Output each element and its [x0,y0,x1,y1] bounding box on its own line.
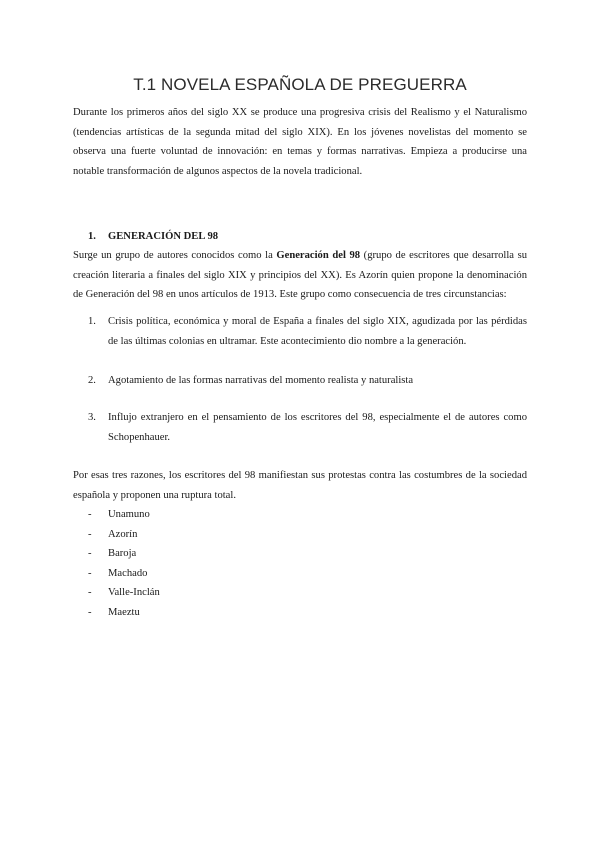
circumstance-item [88,408,527,447]
section-title: GENERACIÓN DEL 98 [108,231,219,242]
bullet-dash: - [88,528,92,540]
circumstance-number: 2. [88,375,96,386]
generation-paragraph [73,246,527,305]
generation-text-after: (grupo de escritores que desarrolla su creación literaria a finales del siglo XIX y principios del XX). Es Azorín quien propone la denominación de Generación del 98 en unos artículos de 1913. Este grupo como consecuencia de tres circunstancias: [73,250,527,301]
list-item [88,564,160,584]
author-name: Baroja [108,548,137,560]
bullet-dash: - [88,587,92,599]
author-name: Valle-Inclán [108,587,160,599]
section-number: 1. [88,231,96,242]
circumstance-text: Influjo extranjero en el pensamiento de los escritores del 98, especialmente el de autores como Schopenhauer. [108,412,527,443]
section-heading [88,227,218,247]
author-name: Azorín [108,528,138,540]
document-title: T.1 NOVELA ESPAÑOLA DE PREGUERRA [133,75,467,94]
authors-list [88,505,160,623]
circumstance-item [88,371,527,391]
circumstance-text: Agotamiento de las formas narrativas del momento realista y naturalista [108,375,414,386]
intro-paragraph: Durante los primeros años del siglo XX se produce una progresiva crisis del Realismo y el Naturalismo (tendencias artísticas de la segunda mitad del siglo XIX). En los jóvenes novelistas del momento se observa una fuerte voluntad de innovación: en temas y formas narrativas. Empieza a producirse una notable transformación de algunos aspectos de la novela tradicional. [73,107,527,177]
bullet-dash: - [88,606,92,618]
circumstance-text: Crisis política, económica y moral de España a finales del siglo XIX, agudizada por las pérdidas de las últimas colonias en ultramar. Este acontecimiento dio nombre a la generación. [108,316,527,347]
generation-term: Generación del 98 [276,250,361,261]
list-item [88,544,160,564]
bullet-dash: - [88,567,92,579]
list-item [88,603,160,623]
list-item [88,583,160,603]
bullet-dash: - [88,509,92,520]
list-item [88,525,160,545]
author-name: Machado [108,567,148,579]
generation-text-before: Surge un grupo de autores conocidos como la [73,250,277,261]
circumstance-item [88,312,527,351]
list-item [88,505,160,525]
circumstance-number: 3. [88,412,96,423]
author-name: Maeztu [108,606,140,618]
bullet-dash: - [88,548,92,560]
conclusion-paragraph: Por esas tres razones, los escritores del 98 manifiestan sus protestas contra las costumbres de la sociedad española y proponen una ruptura total. [73,470,527,501]
circumstance-number: 1. [88,316,96,327]
author-name: Unamuno [108,509,150,520]
